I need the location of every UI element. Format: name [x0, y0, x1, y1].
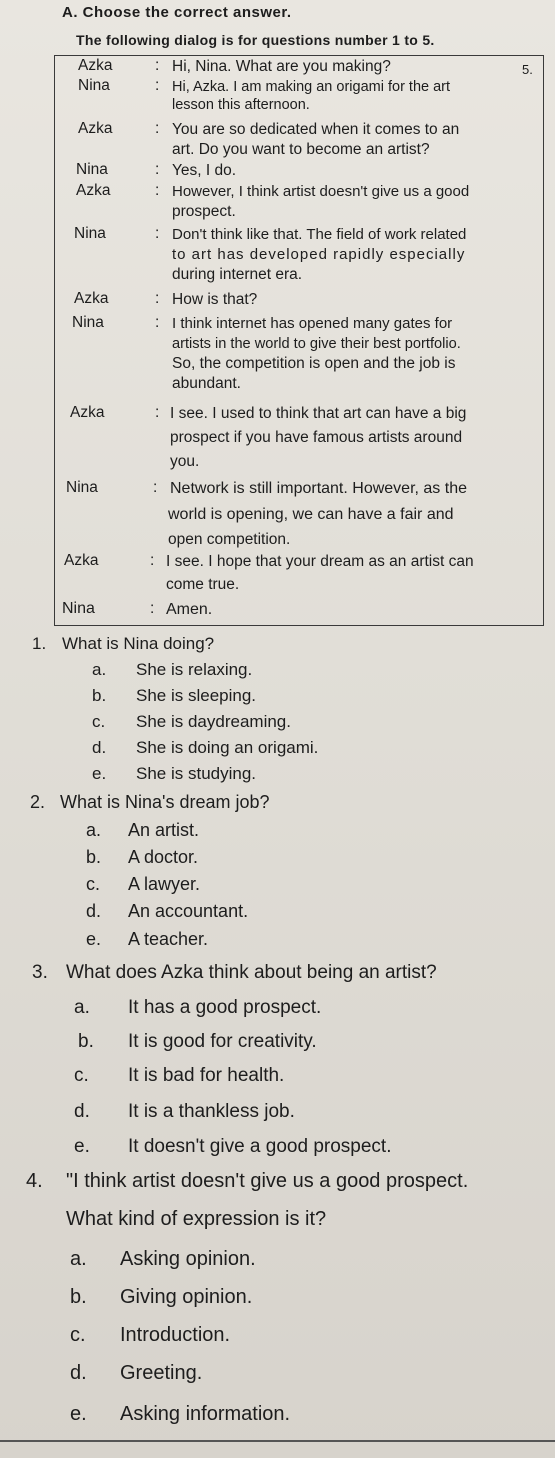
option-letter: e.	[86, 929, 102, 949]
dialog-line: I see. I hope that your dream as an artist can	[166, 553, 474, 570]
dialog-line: art. Do you want to become an artist?	[172, 141, 430, 158]
dialog-line: abundant.	[172, 375, 241, 392]
option-letter: c.	[86, 874, 101, 894]
colon: :	[155, 314, 160, 331]
dialog-line: So, the competition is open and the job is	[172, 355, 456, 372]
option-letter: c.	[92, 712, 106, 731]
option-text: Giving opinion.	[120, 1286, 253, 1308]
speaker-name: Azka	[78, 57, 113, 74]
option-letter: d.	[70, 1362, 87, 1384]
option-text: An artist.	[128, 820, 200, 840]
question-number: 2.	[30, 792, 46, 812]
option-letter: b.	[92, 686, 107, 705]
option-text: It is bad for health.	[128, 1065, 285, 1086]
section-heading: A. Choose the correct answer.	[62, 4, 292, 21]
dialog-line: Amen.	[166, 601, 213, 618]
question-number: 1.	[32, 634, 47, 653]
question-text: What is Nina doing?	[62, 634, 215, 653]
option-text: She is relaxing.	[136, 660, 253, 679]
option-letter: c.	[74, 1065, 89, 1086]
question-text: What does Azka think about being an artist?	[66, 962, 437, 983]
dialog-line: Hi, Nina. What are you making?	[172, 58, 391, 75]
question-number: 3.	[32, 962, 48, 983]
dialog-line: How is that?	[172, 291, 258, 308]
colon: :	[155, 182, 160, 199]
option-text: An accountant.	[128, 901, 249, 921]
colon: :	[155, 77, 160, 94]
dialog-line: Hi, Azka. I am making an origami for the art	[172, 79, 451, 95]
colon: :	[153, 479, 158, 496]
colon: :	[155, 161, 160, 178]
dialog-line: prospect.	[172, 203, 236, 220]
dialog-line: However, I think artist doesn't give us a good	[172, 183, 470, 200]
option-letter: e.	[70, 1403, 87, 1425]
colon: :	[155, 404, 160, 421]
option-text: Greeting.	[120, 1362, 203, 1384]
option-text: It is good for creativity.	[128, 1031, 317, 1052]
option-letter: c.	[70, 1324, 86, 1346]
question-number: 4.	[26, 1170, 43, 1192]
colon: :	[155, 290, 160, 307]
option-text: Introduction.	[120, 1324, 231, 1346]
speaker-name: Nina	[74, 225, 106, 242]
colon: :	[150, 552, 155, 569]
option-text: It doesn't give a good prospect.	[128, 1136, 392, 1157]
speaker-name: Nina	[66, 479, 98, 496]
dialog-line: You are so dedicated when it comes to an	[172, 121, 460, 138]
question-text-continued: What kind of expression is it?	[66, 1208, 327, 1230]
option-text: She is sleeping.	[136, 686, 257, 705]
dialog-line: you.	[170, 453, 200, 470]
side-number: 5.	[522, 62, 533, 77]
colon: :	[155, 57, 160, 74]
dialog-line: I see. I used to think that art can have a big	[170, 405, 467, 422]
option-letter: b.	[78, 1031, 94, 1052]
speaker-name: Azka	[70, 404, 105, 421]
question-text: What is Nina's dream job?	[60, 792, 270, 812]
dialog-line: come true.	[166, 576, 240, 593]
dialog-line: Yes, I do.	[172, 162, 237, 179]
speaker-name: Nina	[62, 600, 95, 617]
dialog-line: open competition.	[168, 531, 291, 548]
speaker-name: Azka	[76, 182, 111, 199]
option-text: Asking opinion.	[120, 1248, 256, 1270]
speaker-name: Azka	[64, 552, 99, 569]
option-text: It is a thankless job.	[128, 1101, 295, 1122]
dialog-line: lesson this afternoon.	[172, 97, 310, 113]
option-letter: e.	[92, 764, 107, 783]
dialog-line: to art has developed rapidly especially	[172, 246, 466, 263]
dialog-line: Don't think like that. The field of work related	[172, 226, 467, 243]
option-letter: b.	[86, 847, 102, 867]
dialog-line: I think internet has opened many gates for	[172, 315, 453, 332]
option-letter: a.	[92, 660, 107, 679]
dialog-line: during internet era.	[172, 266, 303, 283]
option-text: She is studying.	[136, 764, 257, 783]
dialog-line: artists in the world to give their best portfolio.	[172, 336, 461, 352]
option-letter: d.	[92, 738, 107, 757]
speaker-name: Nina	[78, 77, 110, 94]
speaker-name: Nina	[72, 314, 104, 331]
option-text: She is daydreaming.	[136, 712, 291, 731]
option-text: Asking information.	[120, 1403, 291, 1425]
question-text: "I think artist doesn't give us a good prospect.	[66, 1170, 469, 1192]
option-text: A doctor.	[128, 847, 199, 867]
colon: :	[155, 120, 160, 137]
option-letter: d.	[86, 901, 102, 921]
speaker-name: Azka	[74, 290, 109, 307]
speaker-name: Nina	[76, 161, 108, 178]
colon: :	[155, 225, 160, 242]
option-letter: b.	[70, 1286, 87, 1308]
colon: :	[150, 600, 155, 617]
speaker-name: Azka	[78, 120, 113, 137]
option-text: A lawyer.	[128, 874, 201, 894]
dialog-line: Network is still important. However, as the	[170, 480, 467, 497]
dialog-intro: The following dialog is for questions number 1 to 5.	[76, 32, 435, 48]
option-text: A teacher.	[128, 929, 209, 949]
dialog-line: prospect if you have famous artists around	[170, 429, 463, 446]
dialog-line: world is opening, we can have a fair and	[168, 506, 454, 523]
page-bottom-rule	[0, 1440, 555, 1442]
option-letter: a.	[86, 820, 102, 840]
option-letter: e.	[74, 1136, 90, 1157]
option-text: She is doing an origami.	[136, 738, 319, 757]
option-text: It has a good prospect.	[128, 997, 322, 1018]
option-letter: d.	[74, 1101, 90, 1122]
option-letter: a.	[70, 1248, 87, 1270]
option-letter: a.	[74, 997, 90, 1018]
